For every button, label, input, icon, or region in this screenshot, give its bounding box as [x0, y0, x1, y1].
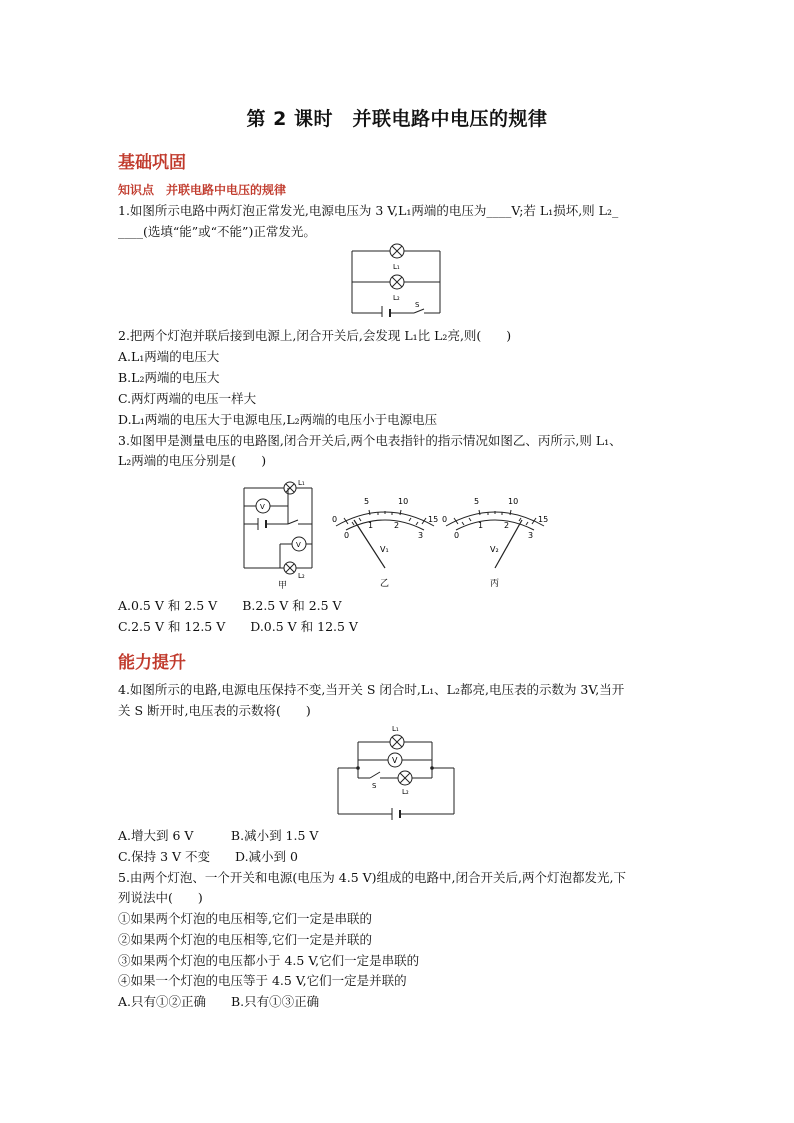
- q5-statement-2: ②如果两个灯泡的电压相等,它们一定是并联的: [118, 932, 372, 947]
- label-yi: 乙: [380, 579, 390, 589]
- label-v1: V: [260, 503, 265, 511]
- q4-options-row1: A.增大到 6 V B.减小到 1.5 V: [118, 828, 319, 843]
- scale-bottom-0: 0: [454, 531, 460, 540]
- scale-top-15: 15: [538, 515, 549, 524]
- battery-icon: [382, 306, 390, 317]
- q4-line2: 关 S 断开时,电压表的示数将( ): [118, 703, 311, 718]
- label-bing: 丙: [490, 579, 500, 589]
- q1-line2: ____(选填“能”或“不能”)正常发光。: [118, 224, 316, 239]
- battery-icon: [258, 518, 266, 530]
- scale-top-10: 10: [508, 497, 519, 506]
- scale-top-0: 0: [332, 515, 338, 524]
- label-switch: S: [415, 301, 420, 309]
- lamp-l1-icon: [390, 735, 404, 749]
- lamp-l1-icon: [284, 482, 296, 494]
- scale-top-10: 10: [398, 497, 409, 506]
- lamp-l2-icon: [398, 771, 412, 785]
- label-v1: V₁: [380, 545, 389, 554]
- scale-top-5: 5: [474, 497, 480, 506]
- q3-circuit-jia: [236, 476, 320, 592]
- q3-options-row1: A.0.5 V 和 2.5 V B.2.5 V 和 2.5 V: [118, 598, 342, 613]
- q2-option-b: B.L₂两端的电压大: [118, 370, 220, 385]
- scale-bottom-1: 1: [478, 521, 484, 530]
- section-basic: 基础巩固: [118, 153, 186, 173]
- page-title: 第 2 课时 并联电路中电压的规律: [246, 108, 548, 130]
- q5-statement-1: ①如果两个灯泡的电压相等,它们一定是串联的: [118, 911, 372, 926]
- lamp-l2-icon: [390, 275, 404, 289]
- q5-options-row1: A.只有①②正确 B.只有①③正确: [118, 994, 320, 1009]
- q2-option-a: A.L₁两端的电压大: [118, 349, 220, 364]
- q2-option-d: D.L₁两端的电压大于电源电压,L₂两端的电压小于电源电压: [118, 412, 438, 427]
- label-jia: 甲: [278, 581, 288, 591]
- q5-line2: 列说法中( ): [118, 890, 203, 905]
- knowledge-point: 知识点 并联电路中电压的规律: [118, 183, 287, 197]
- label-l1: L₁: [392, 725, 399, 733]
- label-switch: S: [372, 782, 377, 790]
- label-l1: L₁: [393, 263, 400, 271]
- scale-bottom-3: 3: [418, 531, 424, 540]
- label-v2: V₂: [490, 545, 499, 554]
- lamp-l2-icon: [284, 562, 296, 574]
- label-l1: L₁: [298, 479, 305, 487]
- label-l2: L₂: [393, 294, 400, 302]
- q2-option-c: C.两灯两端的电压一样大: [118, 391, 257, 406]
- battery-icon: [392, 808, 400, 820]
- label-v2: V: [296, 541, 301, 549]
- q4-options-row2: C.保持 3 V 不变 D.减小到 0: [118, 849, 298, 864]
- q1-line1: 1.如图所示电路中两灯泡正常发光,电源电压为 3 V,L₁两端的电压为____V;若 L₁损坏,则 L₂_: [118, 203, 619, 218]
- scale-bottom-1: 1: [368, 521, 374, 530]
- label-l2: L₂: [298, 572, 305, 580]
- q3-line1: 3.如图甲是测量电压的电路图,闭合开关后,两个电表指针的指示情况如图乙、丙所示,则 L₁、: [118, 433, 622, 448]
- q4-line1: 4.如图所示的电路,电源电压保持不变,当开关 S 闭合时,L₁、L₂都亮,电压表的示数为 3V,当开: [118, 682, 625, 697]
- q3-options-row2: C.2.5 V 和 12.5 V D.0.5 V 和 12.5 V: [118, 619, 358, 634]
- q5-statement-4: ④如果一个灯泡的电压等于 4.5 V,它们一定是并联的: [118, 973, 407, 988]
- scale-bottom-2: 2: [394, 521, 400, 530]
- q5-statement-3: ③如果两个灯泡的电压都小于 4.5 V,它们一定是串联的: [118, 953, 420, 968]
- scale-top-5: 5: [364, 497, 370, 506]
- scale-bottom-0: 0: [344, 531, 350, 540]
- q4-circuit-figure: [334, 722, 460, 820]
- q5-line1: 5.由两个灯泡、一个开关和电源(电压为 4.5 V)组成的电路中,闭合开关后,两个灯泡都发光,下: [118, 870, 626, 885]
- lamp-l1-icon: [390, 244, 404, 258]
- scale-bottom-3: 3: [528, 531, 534, 540]
- q3-meter-yi: [328, 490, 442, 590]
- scale-top-0: 0: [442, 515, 448, 524]
- q1-circuit-figure: [348, 243, 444, 317]
- scale-top-15: 15: [428, 515, 439, 524]
- section-advanced: 能力提升: [118, 653, 186, 673]
- q3-line2: L₂两端的电压分别是( ): [118, 453, 267, 468]
- scale-bottom-2: 2: [504, 521, 510, 530]
- q3-meter-bing: [438, 490, 552, 590]
- label-l2: L₂: [402, 788, 409, 796]
- label-v: V: [392, 756, 398, 765]
- q2-stem: 2.把两个灯泡并联后接到电源上,闭合开关后,会发现 L₁比 L₂亮,则( ): [118, 328, 512, 343]
